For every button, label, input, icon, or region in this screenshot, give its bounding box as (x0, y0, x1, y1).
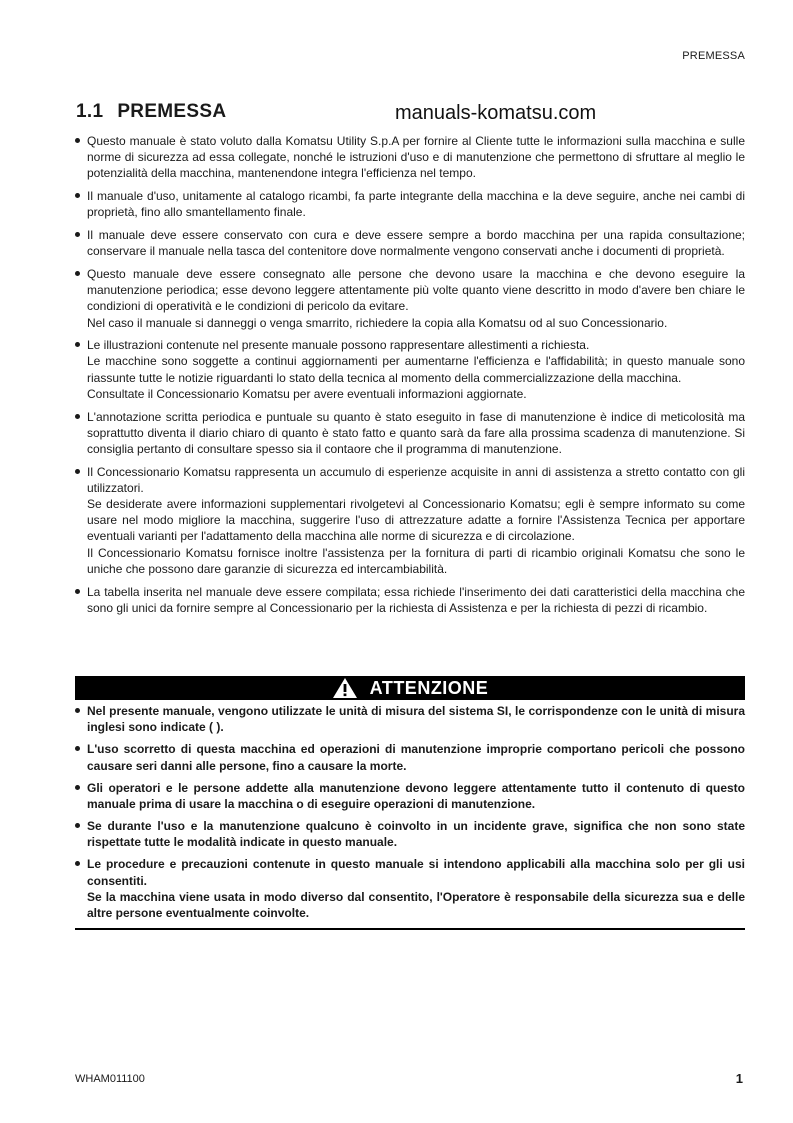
bullet-dot-icon (75, 823, 80, 828)
list-item (75, 741, 745, 774)
bullet-paragraph: L'uso scorretto di questa macchina ed operazioni di manutenzione improprie comportano pericoli che possono causare seri danni alle persone, fino a causare la morte. (87, 742, 745, 773)
bullet-dot-icon (75, 469, 80, 474)
title-row (76, 101, 746, 127)
running-header: PREMESSA (682, 50, 745, 62)
attention-bullet-list (75, 703, 745, 927)
bullet-paragraph: Le macchine sono soggette a continui aggiornamenti per aumentarne l'efficienza e l'affidabilità; in questo manuale sono riassunte tutte le notizie riguardanti lo stato della tecnica al momento della commercializzazione della macchina. (87, 354, 745, 385)
intro-bullet-list (75, 133, 745, 622)
list-item (75, 584, 745, 616)
list-item (75, 133, 745, 182)
bullet-paragraph: Questo manuale è stato voluto dalla Komatsu Utility S.p.A per fornire al Cliente tutte le informazioni sulla macchina e sulle norme di sicurezza ad essa collegate, nonché le istruzioni d'uso e di manutenzione che permettono di sfruttare al meglio le potenzialità della macchina, mantenendone integra l'efficienza nel tempo. (87, 134, 745, 181)
bullet-dot-icon (75, 746, 80, 751)
bullet-paragraph: Se la macchina viene usata in modo diverso dal consentito, l'Operatore è responsabile della sicurezza sua e delle altre persone eventualmente coinvolte. (87, 890, 745, 921)
list-item (75, 703, 745, 736)
page-number: 1 (735, 1071, 743, 1086)
list-item (75, 464, 745, 577)
bullet-paragraph: Se desiderate avere informazioni supplementari rivolgetevi al Concessionario Komatsu; egli è sempre informato su come usare nel modo migliore la macchina, suggerire l'uso di attrezzature adatte a fornire l'Assistenza Tecnica per apportare eventuali varianti per l'adattamento della macchina alle norme di sicurezza e di circolazione. (87, 497, 745, 544)
warning-triangle-icon (332, 677, 358, 699)
section-title-text: PREMESSA (117, 101, 227, 122)
bullet-dot-icon (75, 138, 80, 143)
bullet-paragraph: La tabella inserita nel manuale deve essere compilata; essa richiede l'inserimento dei dati caratteristici della macchina che sono gli unici da fornire sempre al Concessionario per la richiesta di Assistenza e per la richiesta di pezzi di ricambio. (87, 584, 745, 615)
section-divider (75, 928, 745, 930)
bullet-dot-icon (75, 589, 80, 594)
bullet-paragraph: Consultate il Concessionario Komatsu per avere eventuali informazioni aggiornate. (87, 386, 527, 401)
list-item (75, 818, 745, 851)
bullet-dot-icon (75, 342, 80, 347)
document-code: WHAM011100 (75, 1073, 145, 1085)
bullet-dot-icon (75, 232, 80, 237)
bullet-paragraph: L'annotazione scritta periodica e puntuale su quanto è stato eseguito in fase di manutenzione è indice di meticolosità ma soprattutto diventa il diario chiaro di quanto è stato fatto e quanto sarà da fare alla prossima scadenza di manutenzione. Si consiglia pertanto di consultare spesso sia il contaore che il programma di manutenzione. (87, 409, 745, 456)
bullet-dot-icon (75, 861, 80, 866)
bullet-paragraph: Le procedure e precauzioni contenute in questo manuale si intendono applicabili alla macchina solo per gli usi consentiti. (87, 857, 745, 888)
bullet-dot-icon (75, 785, 80, 790)
bullet-paragraph: Gli operatori e le persone addette alla manutenzione devono leggere attentamente tutto il contenuto di questo manuale prima di usare la macchina o di eseguire operazioni di manutenzione. (87, 780, 745, 812)
bullet-dot-icon (75, 271, 80, 276)
bullet-dot-icon (75, 193, 80, 198)
bullet-paragraph: Nel caso il manuale si danneggi o venga smarrito, richiedere la copia alla Komatsu od al suo Concessionario. (87, 315, 668, 330)
list-item (75, 337, 745, 402)
bullet-paragraph: Il manuale deve essere conservato con cura e deve essere sempre a bordo macchina per una rapida consultazione; conservare il manuale nella tasca del contenitore dove normalmente vengono conservati anche i documenti di proprietà. (87, 228, 745, 259)
attention-banner (75, 676, 745, 700)
bullet-dot-icon (75, 708, 80, 713)
list-item (75, 188, 745, 220)
attention-label: ATTENZIONE (369, 677, 489, 698)
bullet-paragraph: Il manuale d'uso, unitamente al catalogo ricambi, fa parte integrante della macchina e la deve seguire, anche nei cambi di proprietà, fino allo smantellamento finale. (87, 189, 745, 220)
bullet-paragraph: Questo manuale deve essere consegnato alle persone che devono usare la macchina e che devono eseguire la manutenzione periodica; esse devono leggere attentamente più volte quanto viene descritto in modo d'avere ben chiare le condizioni di operatività e le condizioni di pericolo da evitare. (87, 266, 745, 314)
list-item (75, 409, 745, 458)
bullet-paragraph: Nel presente manuale, vengono utilizzate le unità di misura del sistema SI, le corrispondenze con le unità di misura inglesi sono indicate ( ). (87, 704, 745, 735)
list-item (75, 856, 745, 922)
list-item (75, 266, 745, 331)
bullet-dot-icon (75, 414, 80, 419)
bullet-paragraph: Il Concessionario Komatsu rappresenta un accumulo di esperienze acquisite in anni di assistenza a stretto contatto con gli utilizzatori. (87, 464, 745, 495)
page-title (76, 101, 226, 123)
watermark: manuals-komatsu.com (395, 102, 597, 124)
bullet-paragraph: Il Concessionario Komatsu fornisce inoltre l'assistenza per la fornitura di parti di ricambio originali Komatsu che sono le uniche che possono dare garanzie di sicurezza ed intercambiabilità. (87, 545, 745, 576)
bullet-paragraph: Se durante l'uso e la manutenzione qualcuno è coinvolto in un incidente grave, significa che non sono state rispettate tutte le modalità indicate in questo manuale. (87, 818, 745, 850)
list-item (75, 780, 745, 813)
list-item (75, 227, 745, 259)
section-number: 1.1 (76, 101, 104, 122)
bullet-paragraph: Le illustrazioni contenute nel presente manuale possono rappresentare allestimenti a richiesta. (87, 338, 590, 353)
